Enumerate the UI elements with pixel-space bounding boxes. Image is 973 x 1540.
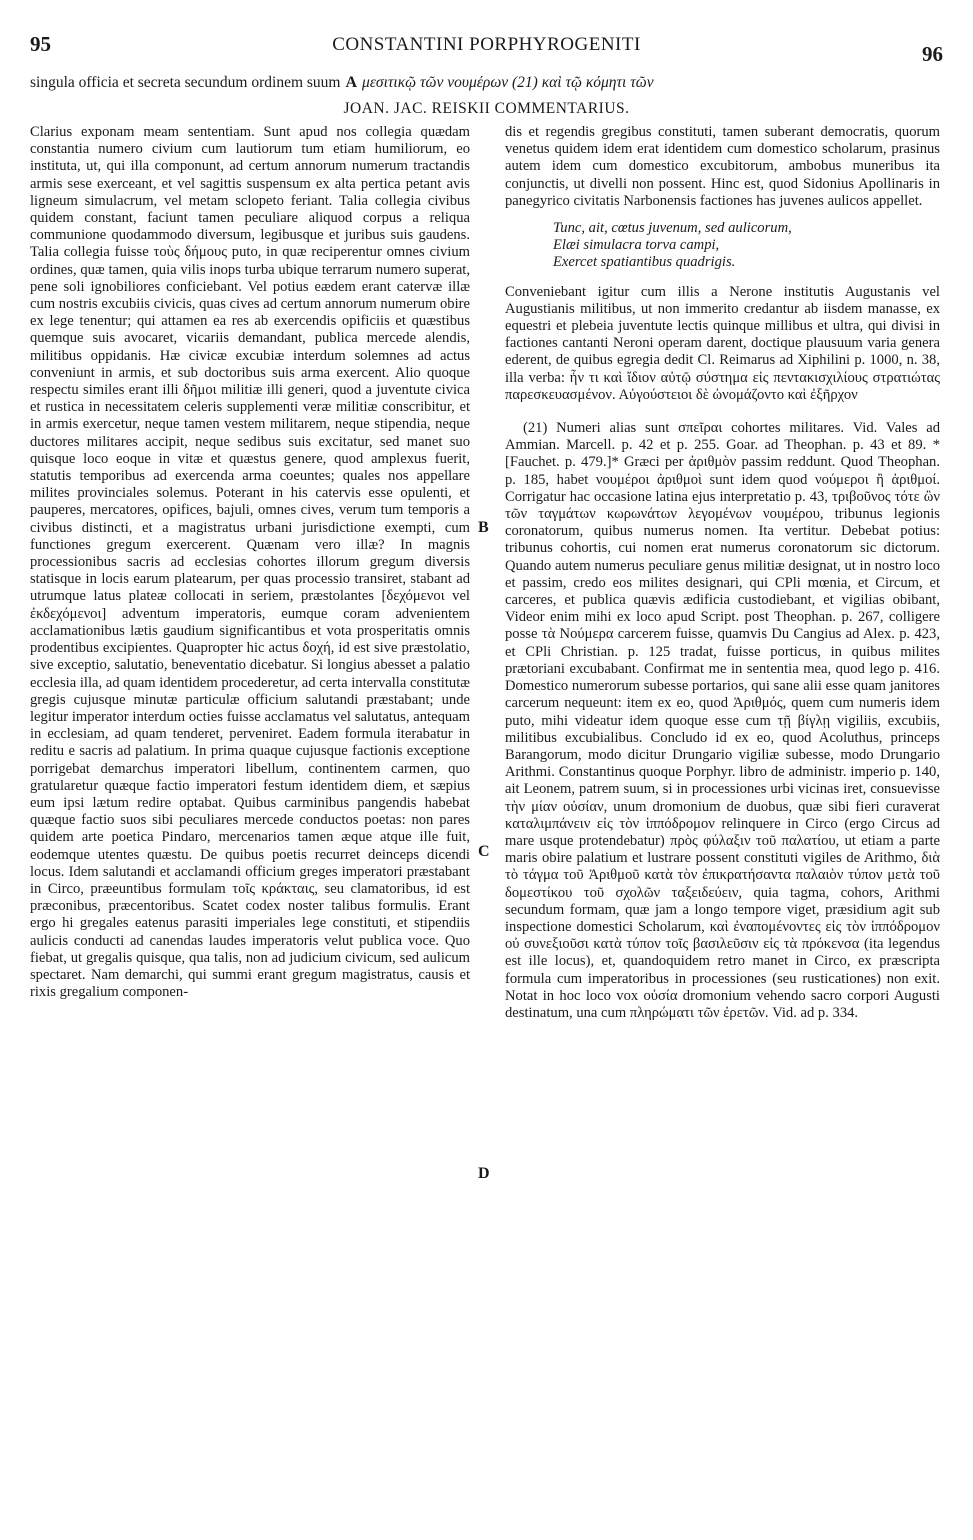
commentary-paragraph: Clarius exponam meam sententiam. Sunt apud nos collegia quædam constantia numero civium cum lautiorum tum etiam humiliorum, eo instituta, ut, qui illa componunt, ad certum annorum numerum tractandis armis sese exerceant, et vel sagittis suspensum ex alta pertica petant avis ligneum simulacrum, vel metam sclopeto feriant. Talia collegia civibus quidem constant, faciunt tamen peculiare aliquod corpus a reliqua communione quodammodo diversum, legibusque et juribus suis gaudens. Talia collegia fuisse τοὺς δήμους puto, in quæ reciperentur omnes civium ordines, quæ tamen, quia vilis inops turba ubique terrarum numero superat, pene soli ignobiliores conficiebant. Vel potius eædem erant catervæ illæ cum nostris excubiis civicis, quas cives ad certum annorum numerum obire ex lege tenentur; qui attamen ea res ab exercendis opificiis et quæstibus quemque suis avocaret, vicariis demandant, publica mercede alendis, militibus oppidanis. Hæ civicæ excubiæ interdum solemnes ad actus conveniunt in armis, et sub doctoribus suis arma exercent. Alio quoque respectu similes erant illi δῆμοι militiæ illi generi, quod a juventute civica et rustica in necessitatem celeris supplementi veræ militiæ conscribitur, et in armis exercetur, neque tamen vestem militarem, neque stipendia, neque ductores militares accipit, neque sedibus suis excitatur, sed manet suo quisque loco eoque in vitæ et quæstus genere, quod amplexus fuerit, statutis temporibus ad exercenda arma coeuntes; quales nos appellare milites provinciales solemus. Poterant in his catervis esse opulenti, et pauperes, mercatores, opifices, bajuli, omnes cives, verum tum temporis a civibus distincti, et a magistratus urbani jurisdictione exempti, cum functiones gregum exercerent. Quænam vero illæ? In magnis processionibus sacris ad ecclesias cohortes illorum gregum diversis statisque in locis earum platearum, per quas processio transiret, stabant ad utrumque latus plateæ collocati in seriem, præstolantes [δεχόμενοι vel ἐκδεχόμενοι] adventum imperatoris, eumque coram advenientem acclamationibus lætis gaudium significantibus et vota prosperitatis omnis prodentibus excipientes. Quapropter hic actus δοχή, id est sive præstolatio, sive exceptio, salutatio, beneventatio dicebatur. Si longius abesset a palatio ecclesia illa, ad quam identidem procederetur, ad certa intervalla constitutæ gregis cujusque minutæ particulæ officium salutandi præstabant; unde legitur imperator interdum octies fuisse acclamatus vel salutatus, antequam in ecclesiam, ad quam tenderet, perveniret. Eadem formula iterabatur in reditu e sacris ad palatium. In prima quaque cujusque factionis exceptione porrigebat demarchus imperatori libellum, continentem carmen, quo gratularetur quæque factio imperatori festum identidem diem, et sæpius eum ipsi lætum redire optabat. Quibus carminibus pangendis habebat quæque factio suos sibi peculiares mercede conductos poetas: non pares quidem arte poetica Pindaro, mercenarios tamen æque atque ille fuit, eodemque utentes quæstu. De quibus poetis recurret deinceps dicendi locus. Idem salutandi et acclamandi officium greges imperatori præstabant in Circo, præeuntibus formulam τοῖς κράκταις, seu clamatoribus, id est præconibus, præcentoribus. Scatet codex noster talibus formulis. Erant ergo hi gregales eatenus parasiti imperiales lege constituti, et stipendiis aulicis conducti ad canendas laudes imperatoris velut publica voce. Quo fiebat, ut gregalis quisque, qua talis, non ad judicium civicum, sed aulicum spectaret. Nam demarchi, qui summi erant gregum magistratus, causis et rixis gregalium componen- [30, 124, 470, 1001]
section-marker-d: D [478, 1165, 490, 1182]
section-marker-c: C [478, 843, 490, 860]
page-number-left: 95 [30, 32, 51, 56]
greek-text-line [30, 74, 945, 92]
commentary-paragraph: dis et regendis gregibus constituti, tamen suberant democratis, quorum venetus quidem idem erat identidem cum domestico scholarum, prasinus autem idem cum domestico excubitorum, ambobus muneribus ita conjunctis, ut divelli non possent. Hinc est, quod Sidonius Apollinaris in panegyrico civitatis Narbonensis factiones has juvenes aulicos appellet. [505, 124, 940, 209]
running-head: CONSTANTINI PORPHYROGENITI [332, 34, 641, 55]
verse-line: Tunc, ait, cœtus juvenum, sed aulicorum, [553, 220, 792, 237]
section-marker-b: B [478, 519, 489, 536]
page-number-right: 96 [922, 42, 943, 66]
commentary-column-left [30, 124, 470, 1001]
section-marker-a: A [345, 74, 358, 91]
greek-text: μεσιτικῷ τῶν νουμέρων (21) καὶ τῷ κόμητι τῶν [362, 74, 654, 91]
verse-quotation [553, 220, 940, 272]
latin-translation-end: singula officia et secreta secundum ordinem suum [30, 74, 341, 91]
commentary-paragraph: Conveniebant igitur cum illis a Nerone institutis Augustanis vel Augustianis militibus, ut non immerito credantur ab iisdem manasse, ex equestri et plebeia juventute lectis quinque millibus et ultra, qui divisi in factiones cantanti Neroni operam darent, doctique plausuum varia genera ederent, de quibus egregia dedit Cl. Reimarus ad Xiphilini p. 1000, n. 38, illa verba: ἦν τι καὶ ἴδιον αὐτῷ σύστημα εἰς πεντακισχιλίους στρατιώτας παρεσκευασμένον. Αὐγούστειοι δὲ ὠνομάζοντο καὶ ἐξῆρχον [505, 283, 940, 403]
verse-line: Exercet spatiantibus quadrigis. [553, 254, 736, 271]
footnote-21: (21) Numeri alias sunt σπεῖραι cohortes militares. Vid. Vales ad Ammian. Marcell. p. 42 et p. 255. Goar. ad Theophan. p. 43 et 89. *[Fauchet. p. 479.]* Græci per ἀριθμὸν passim reddunt. Quod Theophan. p. 185, habet νουμέροι ἀριθμοὶ sunt idem quod νούμεροι ἢ ἀριθμοί. Corrigatur hac occasione latina ejus interpretatio p. 43, τριβοῦνος τότε ὢν τῶν ταγμάτων κωρωνάτων λεγομένων νουμέρου, tribunus legionis coronatorum, quibus numerus nomen. Ita vertitur. Debebat potius: tribunus cohortis, cui nomen erat numerus coronatorum sic dictorum. Quando autem numerus peculiare genus militiæ designat, ut in nostro loco et passim, credo eos milites designari, qui CPli mœnia, et Circum, et carceres, et publica quævis ædificia custodiebant, et vigilias obibant, Videor enim mihi ex loco apud Script. post Theophan. p. 267, colligere posse τὰ Νούμερα carcerem fuisse, quamvis Du Cangius ad Alex. p. 423, et CPli Christian. p. 125 tradat, fuisse porticus, in quibus milites prætoriani excubabant. Confirmat me in sententia mea, quod lego p. 416. Domestico numerorum subesse portarios, qui sane alii esse quam janitores carcerum nequeunt: item ex eo, quod Ἀριθμός, quem cum numeris idem puto, mihi videatur idem quoque esse cum τῇ βίγλῃ vigiliis, excubiis, militibus excubialibus. Concludo id ex eo, quod Acoluthus, princeps Barangorum, modo dicitur Drungario vigiliæ subesse, modo Drungario Arithmi. Constantinus quoque Porphyr. libro de administr. imperio p. 140, ait Leonem, patrem suum, si in processiones urbi vicinas iret, consuevisse τὴν μίαν οὐσίαν, unum dromonium de duobus, quæ sibi fieri curaverat καταλιμπάνειν εἰς τὸν ἱππόδρομον relinquere in Circo (ergo Circus ad mare usque protendebatur) πρὸς φύλαξιν τοῦ παλατίου, ut etiam a parte maris obire palatium et lustrare possent constituti vigiles de Arithmo, διὰ τὸ τάγμα τοῦ Ἀριθμοῦ κατὰ τὸν ἐπικρατήσαντα παλαιὸν τύπον μετὰ τοῦ δομεστίκου τοῦ σχολῶν ταξειδεύειν, quia tagma, cohors, Arithmi secundum formam, quæ jam a longo tempore viget, præsidium agit sub inspectione domestici Scholarum, καὶ ἐναπομένοντες εἰς τὸν ἱππόδρομον οὐ συνεξιοῦσι κατὰ τύπον τοῖς βασιλεῦσιν εἰς τὰ πρόκενσα (ita legendus est ille locus), et, quandoquidem retro manet in Circo, ex præscripta formula cum imperatoribus in processiones (seu rusticationes) non exit. Notat in hoc loco vox οὐσία dromonium vehendo sacro corpori Augusti destinatum, una cum πληρώματι τῶν ἐρετῶν. Vid. ad p. 334. [505, 420, 940, 1021]
verse-line: Elæi simulacra torva campi, [553, 237, 720, 254]
commentary-column-right [505, 124, 940, 1022]
commentary-title: JOAN. JAC. REISKII COMMENTARIUS. [343, 100, 630, 117]
